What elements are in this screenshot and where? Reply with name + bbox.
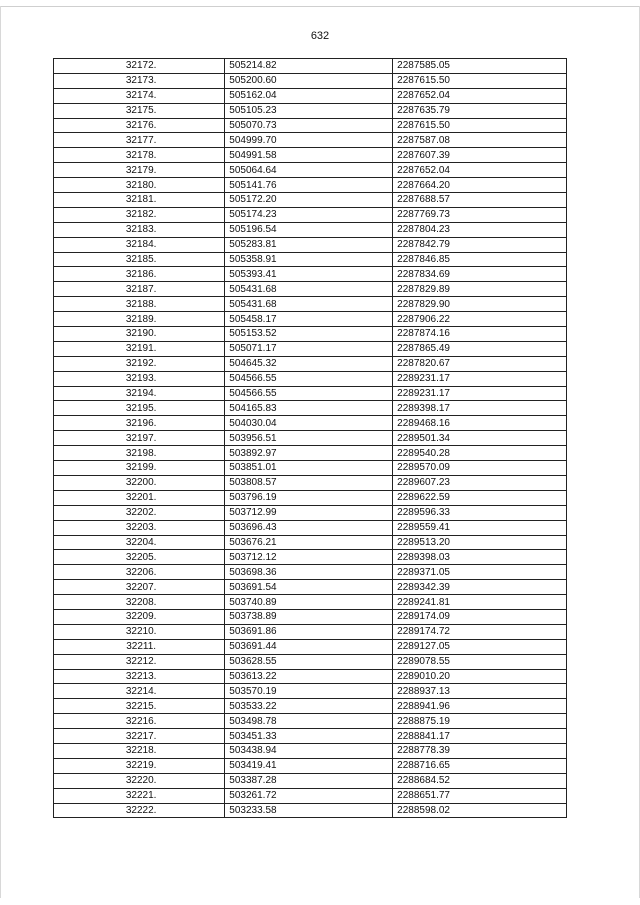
table-row: [54, 550, 567, 565]
x-coordinate-cell: 505162.04: [225, 88, 393, 103]
point-number-cell: 32221.: [54, 788, 225, 803]
point-number-cell: 32195.: [54, 401, 225, 416]
x-coordinate-cell: 503628.55: [225, 654, 393, 669]
table-row: [54, 743, 567, 758]
x-coordinate-cell: 503261.72: [225, 788, 393, 803]
x-coordinate-cell: 505064.64: [225, 163, 393, 178]
x-coordinate-cell: 503892.97: [225, 446, 393, 461]
y-coordinate-cell: 2289174.09: [393, 609, 567, 624]
y-coordinate-cell: 2289241.81: [393, 595, 567, 610]
point-number-cell: 32185.: [54, 252, 225, 267]
coordinates-table-body: [54, 59, 567, 818]
table-row: [54, 356, 567, 371]
point-number-cell: 32200.: [54, 475, 225, 490]
table-row: [54, 788, 567, 803]
point-number-cell: 32189.: [54, 312, 225, 327]
point-number-cell: 32199.: [54, 461, 225, 476]
x-coordinate-cell: 503696.43: [225, 520, 393, 535]
x-coordinate-cell: 503712.99: [225, 505, 393, 520]
y-coordinate-cell: 2288941.96: [393, 699, 567, 714]
y-coordinate-cell: 2289596.33: [393, 505, 567, 520]
x-coordinate-cell: 504566.55: [225, 371, 393, 386]
y-coordinate-cell: 2287587.08: [393, 133, 567, 148]
point-number-cell: 32218.: [54, 743, 225, 758]
x-coordinate-cell: 505200.60: [225, 73, 393, 88]
table-row: [54, 803, 567, 818]
y-coordinate-cell: 2287906.22: [393, 312, 567, 327]
table-row: [54, 639, 567, 654]
y-coordinate-cell: 2287820.67: [393, 356, 567, 371]
point-number-cell: 32180.: [54, 178, 225, 193]
point-number-cell: 32211.: [54, 639, 225, 654]
point-number-cell: 32206.: [54, 565, 225, 580]
y-coordinate-cell: 2289342.39: [393, 580, 567, 595]
x-coordinate-cell: 503233.58: [225, 803, 393, 818]
page-number: 632: [310, 30, 330, 42]
x-coordinate-cell: 503533.22: [225, 699, 393, 714]
y-coordinate-cell: 2287607.39: [393, 148, 567, 163]
y-coordinate-cell: 2288875.19: [393, 714, 567, 729]
table-row: [54, 669, 567, 684]
y-coordinate-cell: 2288716.65: [393, 758, 567, 773]
table-row: [54, 327, 567, 342]
y-coordinate-cell: 2287652.04: [393, 163, 567, 178]
y-coordinate-cell: 2289231.17: [393, 371, 567, 386]
table-row: [54, 133, 567, 148]
x-coordinate-cell: 503956.51: [225, 431, 393, 446]
x-coordinate-cell: 503796.19: [225, 490, 393, 505]
point-number-cell: 32197.: [54, 431, 225, 446]
point-number-cell: 32179.: [54, 163, 225, 178]
y-coordinate-cell: 2289078.55: [393, 654, 567, 669]
x-coordinate-cell: 505393.41: [225, 267, 393, 282]
point-number-cell: 32187.: [54, 282, 225, 297]
x-coordinate-cell: 503738.89: [225, 609, 393, 624]
x-coordinate-cell: 505458.17: [225, 312, 393, 327]
table-row: [54, 163, 567, 178]
x-coordinate-cell: 505070.73: [225, 118, 393, 133]
y-coordinate-cell: 2287865.49: [393, 341, 567, 356]
table-row: [54, 59, 567, 74]
point-number-cell: 32178.: [54, 148, 225, 163]
point-number-cell: 32205.: [54, 550, 225, 565]
table-row: [54, 609, 567, 624]
x-coordinate-cell: 505358.91: [225, 252, 393, 267]
point-number-cell: 32215.: [54, 699, 225, 714]
table-row: [54, 565, 567, 580]
y-coordinate-cell: 2289371.05: [393, 565, 567, 580]
point-number-cell: 32202.: [54, 505, 225, 520]
table-row: [54, 416, 567, 431]
point-number-cell: 32212.: [54, 654, 225, 669]
point-number-cell: 32192.: [54, 356, 225, 371]
point-number-cell: 32207.: [54, 580, 225, 595]
y-coordinate-cell: 2289622.59: [393, 490, 567, 505]
point-number-cell: 32181.: [54, 193, 225, 208]
table-row: [54, 207, 567, 222]
point-number-cell: 32217.: [54, 729, 225, 744]
x-coordinate-cell: 505283.81: [225, 237, 393, 252]
table-row: [54, 714, 567, 729]
y-coordinate-cell: 2289540.28: [393, 446, 567, 461]
x-coordinate-cell: 503498.78: [225, 714, 393, 729]
x-coordinate-cell: 503613.22: [225, 669, 393, 684]
x-coordinate-cell: 504030.04: [225, 416, 393, 431]
y-coordinate-cell: 2289559.41: [393, 520, 567, 535]
point-number-cell: 32204.: [54, 535, 225, 550]
y-coordinate-cell: 2289010.20: [393, 669, 567, 684]
point-number-cell: 32219.: [54, 758, 225, 773]
table-row: [54, 282, 567, 297]
y-coordinate-cell: 2287829.90: [393, 297, 567, 312]
table-row: [54, 684, 567, 699]
point-number-cell: 32214.: [54, 684, 225, 699]
table-row: [54, 624, 567, 639]
y-coordinate-cell: 2289231.17: [393, 386, 567, 401]
table-row: [54, 73, 567, 88]
table-row: [54, 193, 567, 208]
table-row: [54, 386, 567, 401]
table-row: [54, 118, 567, 133]
table-row: [54, 580, 567, 595]
x-coordinate-cell: 504165.83: [225, 401, 393, 416]
point-number-cell: 32220.: [54, 773, 225, 788]
y-coordinate-cell: 2287615.50: [393, 73, 567, 88]
point-number-cell: 32193.: [54, 371, 225, 386]
y-coordinate-cell: 2288778.39: [393, 743, 567, 758]
x-coordinate-cell: 505105.23: [225, 103, 393, 118]
point-number-cell: 32176.: [54, 118, 225, 133]
point-number-cell: 32191.: [54, 341, 225, 356]
table-row: [54, 297, 567, 312]
point-number-cell: 32186.: [54, 267, 225, 282]
y-coordinate-cell: 2289513.20: [393, 535, 567, 550]
table-row: [54, 505, 567, 520]
y-coordinate-cell: 2287664.20: [393, 178, 567, 193]
table-row: [54, 699, 567, 714]
y-coordinate-cell: 2289127.05: [393, 639, 567, 654]
point-number-cell: 32177.: [54, 133, 225, 148]
table-row: [54, 758, 567, 773]
x-coordinate-cell: 505153.52: [225, 327, 393, 342]
coordinates-table: [53, 58, 567, 818]
table-row: [54, 595, 567, 610]
x-coordinate-cell: 503698.36: [225, 565, 393, 580]
y-coordinate-cell: 2289398.03: [393, 550, 567, 565]
point-number-cell: 32172.: [54, 59, 225, 74]
table-row: [54, 431, 567, 446]
y-coordinate-cell: 2287804.23: [393, 222, 567, 237]
point-number-cell: 32201.: [54, 490, 225, 505]
x-coordinate-cell: 504991.58: [225, 148, 393, 163]
y-coordinate-cell: 2288684.52: [393, 773, 567, 788]
x-coordinate-cell: 505071.17: [225, 341, 393, 356]
table-row: [54, 446, 567, 461]
x-coordinate-cell: 505431.68: [225, 282, 393, 297]
table-row: [54, 267, 567, 282]
page-left-border: [0, 6, 1, 898]
y-coordinate-cell: 2287652.04: [393, 88, 567, 103]
x-coordinate-cell: 503851.01: [225, 461, 393, 476]
y-coordinate-cell: 2289501.34: [393, 431, 567, 446]
point-number-cell: 32182.: [54, 207, 225, 222]
y-coordinate-cell: 2287842.79: [393, 237, 567, 252]
point-number-cell: 32184.: [54, 237, 225, 252]
y-coordinate-cell: 2287846.85: [393, 252, 567, 267]
x-coordinate-cell: 504645.32: [225, 356, 393, 371]
y-coordinate-cell: 2288937.13: [393, 684, 567, 699]
table-row: [54, 237, 567, 252]
x-coordinate-cell: 503451.33: [225, 729, 393, 744]
x-coordinate-cell: 503691.54: [225, 580, 393, 595]
table-row: [54, 773, 567, 788]
y-coordinate-cell: 2287615.50: [393, 118, 567, 133]
point-number-cell: 32174.: [54, 88, 225, 103]
point-number-cell: 32210.: [54, 624, 225, 639]
point-number-cell: 32175.: [54, 103, 225, 118]
table-row: [54, 490, 567, 505]
x-coordinate-cell: 503691.44: [225, 639, 393, 654]
y-coordinate-cell: 2289468.16: [393, 416, 567, 431]
y-coordinate-cell: 2287585.05: [393, 59, 567, 74]
table-row: [54, 103, 567, 118]
table-row: [54, 252, 567, 267]
x-coordinate-cell: 505196.54: [225, 222, 393, 237]
table-row: [54, 312, 567, 327]
y-coordinate-cell: 2287688.57: [393, 193, 567, 208]
x-coordinate-cell: 505431.68: [225, 297, 393, 312]
x-coordinate-cell: 505141.76: [225, 178, 393, 193]
y-coordinate-cell: 2288841.17: [393, 729, 567, 744]
point-number-cell: 32213.: [54, 669, 225, 684]
point-number-cell: 32188.: [54, 297, 225, 312]
page-top-border: [0, 6, 640, 7]
x-coordinate-cell: 503691.86: [225, 624, 393, 639]
y-coordinate-cell: 2287829.89: [393, 282, 567, 297]
y-coordinate-cell: 2287769.73: [393, 207, 567, 222]
table-row: [54, 178, 567, 193]
x-coordinate-cell: 503387.28: [225, 773, 393, 788]
point-number-cell: 32183.: [54, 222, 225, 237]
x-coordinate-cell: 505214.82: [225, 59, 393, 74]
table-row: [54, 222, 567, 237]
x-coordinate-cell: 505174.23: [225, 207, 393, 222]
table-row: [54, 461, 567, 476]
x-coordinate-cell: 503419.41: [225, 758, 393, 773]
y-coordinate-cell: 2289398.17: [393, 401, 567, 416]
point-number-cell: 32209.: [54, 609, 225, 624]
y-coordinate-cell: 2287834.69: [393, 267, 567, 282]
table-row: [54, 341, 567, 356]
point-number-cell: 32203.: [54, 520, 225, 535]
y-coordinate-cell: 2288598.02: [393, 803, 567, 818]
x-coordinate-cell: 503712.12: [225, 550, 393, 565]
x-coordinate-cell: 505172.20: [225, 193, 393, 208]
table-row: [54, 401, 567, 416]
point-number-cell: 32222.: [54, 803, 225, 818]
table-row: [54, 729, 567, 744]
table-row: [54, 371, 567, 386]
x-coordinate-cell: 503676.21: [225, 535, 393, 550]
y-coordinate-cell: 2287874.16: [393, 327, 567, 342]
x-coordinate-cell: 503570.19: [225, 684, 393, 699]
point-number-cell: 32190.: [54, 327, 225, 342]
table-row: [54, 654, 567, 669]
y-coordinate-cell: 2289607.23: [393, 475, 567, 490]
point-number-cell: 32196.: [54, 416, 225, 431]
table-row: [54, 475, 567, 490]
x-coordinate-cell: 503438.94: [225, 743, 393, 758]
x-coordinate-cell: 504999.70: [225, 133, 393, 148]
y-coordinate-cell: 2289174.72: [393, 624, 567, 639]
y-coordinate-cell: 2289570.09: [393, 461, 567, 476]
table-row: [54, 88, 567, 103]
point-number-cell: 32208.: [54, 595, 225, 610]
table-row: [54, 520, 567, 535]
x-coordinate-cell: 504566.55: [225, 386, 393, 401]
y-coordinate-cell: 2287635.79: [393, 103, 567, 118]
x-coordinate-cell: 503740.89: [225, 595, 393, 610]
table-row: [54, 148, 567, 163]
point-number-cell: 32198.: [54, 446, 225, 461]
point-number-cell: 32216.: [54, 714, 225, 729]
x-coordinate-cell: 503808.57: [225, 475, 393, 490]
point-number-cell: 32194.: [54, 386, 225, 401]
y-coordinate-cell: 2288651.77: [393, 788, 567, 803]
table-row: [54, 535, 567, 550]
point-number-cell: 32173.: [54, 73, 225, 88]
